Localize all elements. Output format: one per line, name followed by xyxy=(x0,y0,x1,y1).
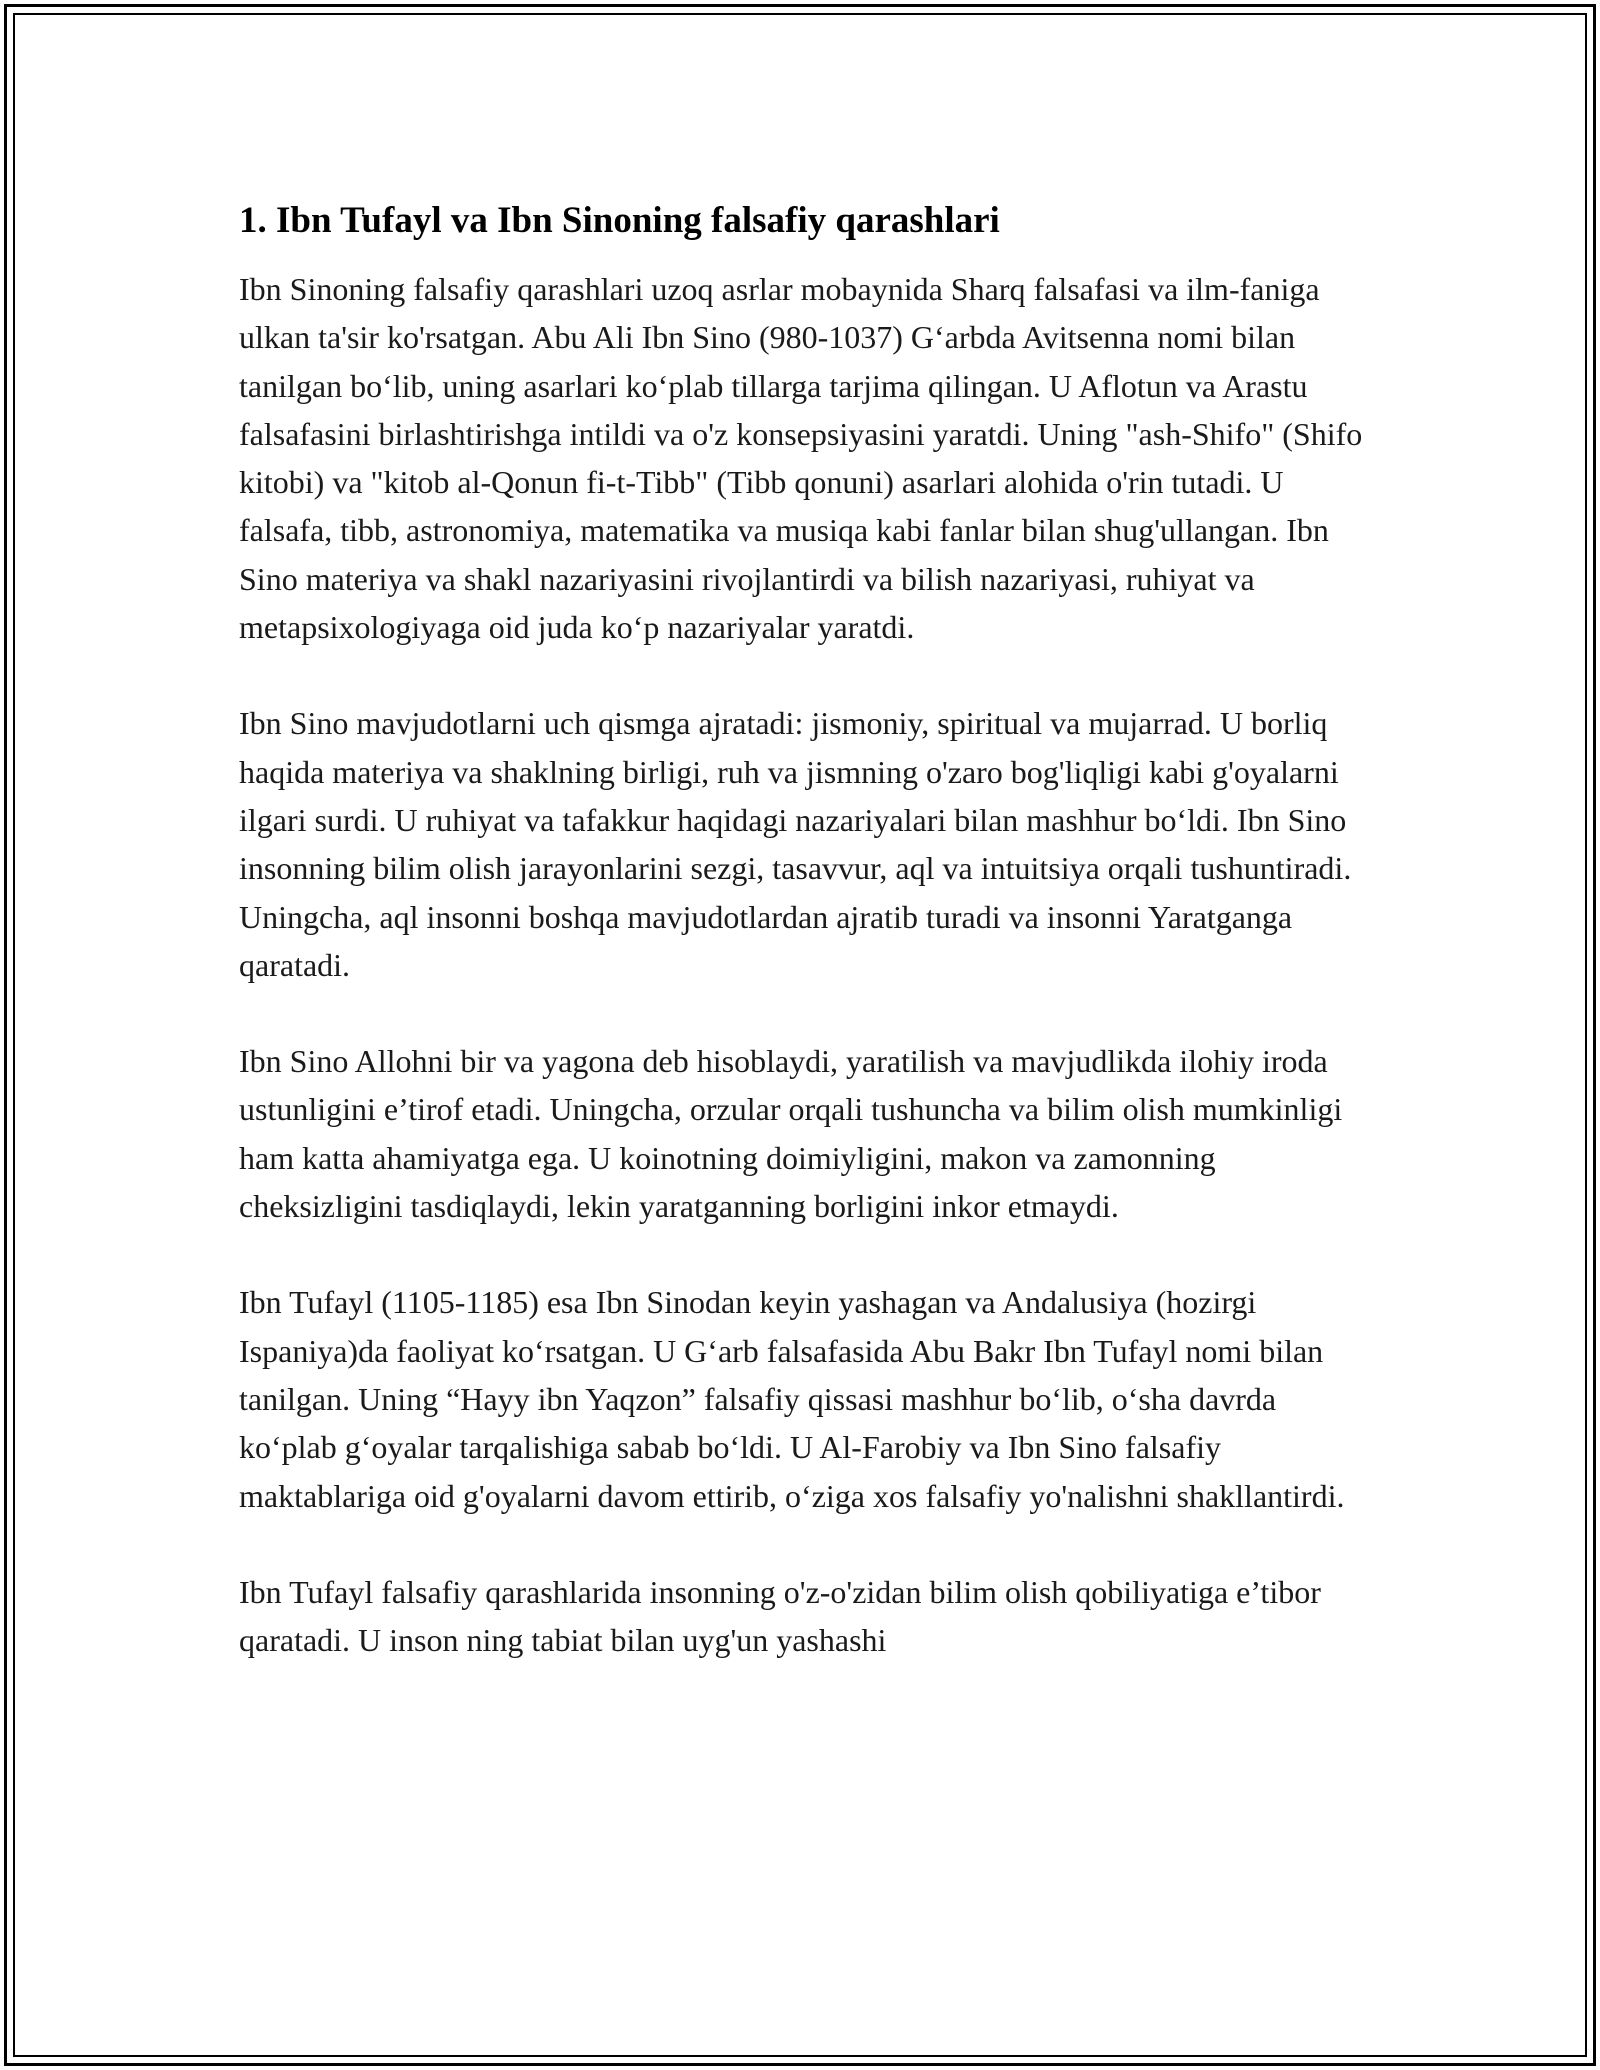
paragraph-4: Ibn Tufayl (1105-1185) esa Ibn Sinodan keyin yashagan va Andalusiya (hozirgi Ispaniya)da faoliyat ko‘rsatgan. U G‘arb falsafasida Abu Bakr Ibn Tufayl nomi bilan tanilgan. Uning “Hayy ibn Yaqzon” falsafiy qissasi mashhur bo‘lib, o‘sha davrda ko‘plab g‘oyalar tarqalishiga sabab bo‘ldi. U Al-Farobiy va Ibn Sino falsafiy maktablariga oid g'oyalarni davom ettirib, o‘ziga xos falsafiy yo'nalishni shakllantirdi. xyxy=(239,1284,1345,1514)
paragraph-1: Ibn Sinoning falsafiy qarashlari uzoq asrlar mobaynida Sharq falsafasi va ilm-faniga ulkan ta'sir ko'rsatgan. Abu Ali Ibn Sino (980-1037) G‘arbda Avitsenna nomi bilan tanilgan bo‘lib, uning asarlari ko‘plab tillarga tarjima qilingan. U Aflotun va Arastu falsafasini birlashtirishga intildi va o'z konsepsiyasini yaratdi. Uning "ash-Shifo" (Shifo kitobi) va "kitob al-Qonun fi-t-Tibb" (Tibb qonuni) asarlari alohida o'rin tutadi. U falsafa, tibb, astronomiya, matematika va musiqa kabi fanlar bilan shug'ullangan. Ibn Sino materiya va shakl nazariyasini rivojlantirdi va bilish nazariyasi, ruhiyat va metapsixologiyaga oid juda ko‘p nazariyalar yaratdi. xyxy=(239,271,1363,646)
paragraph-3: Ibn Sino Allohni bir va yagona deb hisoblaydi, yaratilish va mavjudlikda ilohiy iroda ustunligini e’tirof etadi. Uningcha, orzular orqali tushuncha va bilim olish mumkinligi ham katta ahamiyatga ega. U koinotning doimiyligini, makon va zamonning cheksizligini tasdiqlaydi, lekin yaratganning borligini inkor etmaydi. xyxy=(239,1043,1343,1225)
paragraph-5: Ibn Tufayl falsafiy qarashlarida insonning o'z-o'zidan bilim olish qobiliyatiga e’tibor qaratadi. U inson ning tabiat bilan uyg'un yashashi xyxy=(239,1573,1321,1659)
page-frame-outer xyxy=(4,4,1596,2066)
document-body xyxy=(239,195,1369,1712)
section-heading: 1. Ibn Tufayl va Ibn Sinoning falsafiy qarashlari xyxy=(239,200,1000,241)
paragraph-2: Ibn Sino mavjudotlarni uch qismga ajratadi: jismoniy, spiritual va mujarrad. U borliq haqida materiya va shaklning birligi, ruh va jismning o'zaro bog'liqligi kabi g'oyalarni ilgari surdi. U ruhiyat va tafakkur haqidagi nazariyalari bilan mashhur bo‘ldi. Ibn Sino insonning bilim olish jarayonlarini sezgi, tasavvur, aql va intuitsiya orqali tushuntiradi. Uningcha, aql insonni boshqa mavjudotlardan ajratib turadi va insonni Yaratganga qaratadi. xyxy=(239,705,1352,983)
